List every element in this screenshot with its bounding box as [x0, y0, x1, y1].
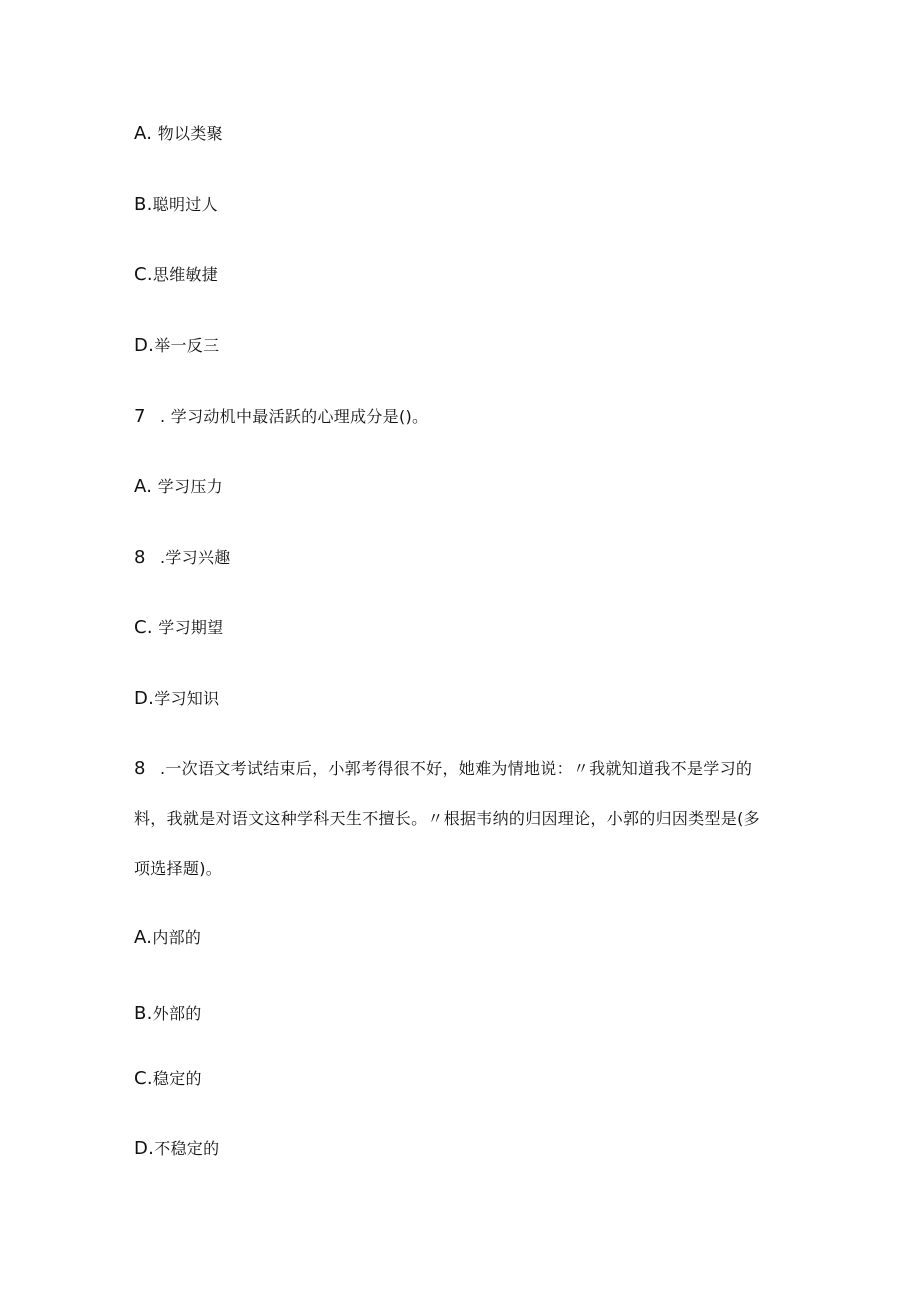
option-label: 8: [134, 547, 146, 568]
option-label: C.: [134, 264, 153, 285]
option-label: C.: [134, 617, 153, 638]
option-text: 不稳定的: [154, 1139, 220, 1158]
option-text: 学习压力: [152, 477, 223, 496]
question-8: [134, 759, 794, 909]
question-7: [134, 407, 428, 427]
q8-option-c: [134, 1069, 202, 1089]
option-label: B.: [134, 1003, 153, 1024]
option-b: [134, 195, 218, 215]
option-text: 聪明过人: [152, 195, 218, 214]
question-number: 7: [134, 406, 146, 427]
option-a: [134, 124, 223, 144]
option-label: B.: [134, 194, 153, 215]
q8-option-b: [134, 1004, 202, 1024]
option-d: [134, 336, 219, 356]
option-text: 举一反三: [154, 336, 220, 355]
option-label: C.: [134, 1068, 153, 1089]
option-label: A.: [134, 927, 153, 948]
option-text: 外部的: [152, 1004, 202, 1023]
question-number: 8: [134, 758, 146, 779]
option-label: D.: [134, 335, 155, 356]
question-line: 料，我就是对语文这种学科天生不擅长。〃根据韦纳的归因理论，小郭的归因类型是(多: [134, 809, 760, 828]
question-text: .一次语文考试结束后，小郭考得很不好，她难为情地说：〃我就知道我不是学习的: [160, 759, 753, 778]
option-text: 稳定的: [152, 1069, 202, 1088]
option-text: 学习期望: [152, 618, 224, 637]
q8-option-a: [134, 928, 201, 948]
q8-option-d: [134, 1139, 219, 1159]
option-text: 思维敏捷: [152, 265, 219, 284]
option-c: [134, 265, 218, 285]
question-line: [134, 759, 794, 779]
option-label: A.: [134, 123, 153, 144]
question-line: 项选择题)。: [134, 859, 223, 878]
option-text: 学习知识: [154, 689, 220, 708]
option-label: D.: [134, 688, 155, 709]
option-text: .学习兴趣: [160, 548, 231, 567]
q7-option-c: [134, 618, 223, 638]
option-label: D.: [134, 1138, 155, 1159]
option-text: 物以类聚: [152, 124, 223, 143]
q7-option-b: [134, 548, 231, 568]
q7-option-d: [134, 689, 219, 709]
question-text: . 学习动机中最活跃的心理成分是()。: [160, 407, 429, 426]
q7-option-a: [134, 477, 223, 497]
option-text: 内部的: [152, 928, 202, 947]
option-label: A.: [134, 476, 153, 497]
